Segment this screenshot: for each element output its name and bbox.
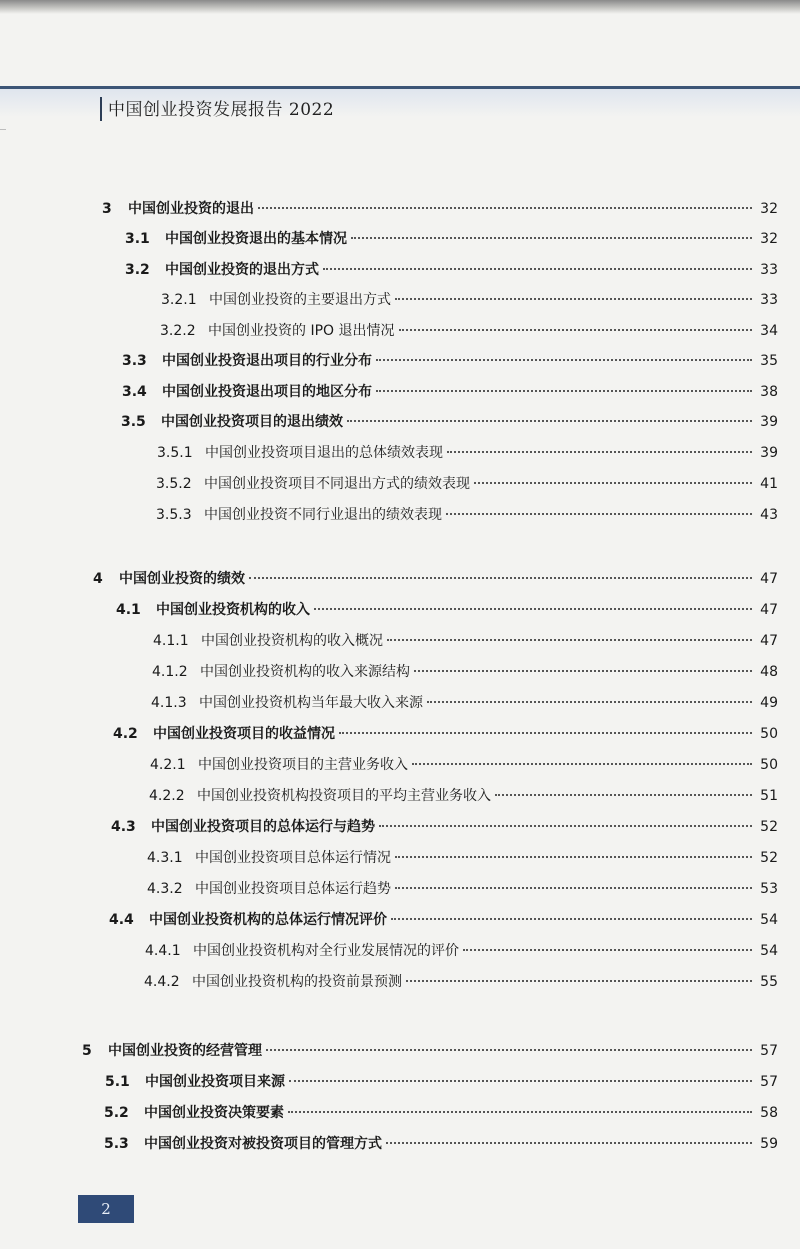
toc-leader-dots [446,513,752,515]
toc-entry-number: 4.1 [116,602,141,618]
toc-entry[interactable] [151,692,778,712]
toc-entry[interactable] [104,1133,778,1153]
toc-entry-title: 中国创业投资的退出 [128,201,254,217]
toc-entry[interactable] [121,411,778,431]
toc-entry-page: 33 [760,262,778,278]
toc-leader-dots [288,1111,752,1113]
toc-entry-page: 33 [760,292,778,308]
toc-entry-title: 中国创业投资机构对全行业发展情况的评价 [193,943,459,959]
toc-entry-page: 57 [760,1074,778,1090]
toc-entry-title: 中国创业投资不同行业退出的绩效表现 [204,507,442,523]
toc-entry-page: 58 [760,1105,778,1121]
toc-entry[interactable] [156,473,778,493]
toc-entry[interactable] [109,909,778,929]
toc-entry-title: 中国创业投资对被投资项目的管理方式 [144,1136,382,1152]
toc-entry-title: 中国创业投资机构当年最大收入来源 [199,695,423,711]
toc-entry-number: 4.4.1 [145,943,181,959]
toc-leader-dots [406,980,752,982]
toc-entry-title: 中国创业投资项目总体运行趋势 [195,881,391,897]
toc-entry[interactable] [157,442,778,462]
toc-entry-title: 中国创业投资退出的基本情况 [165,231,347,247]
toc-entry-title: 中国创业投资机构的收入 [156,602,310,618]
toc-leader-dots [386,1142,752,1144]
toc-entry-title: 中国创业投资退出项目的地区分布 [162,384,372,400]
toc-entry-page: 47 [760,571,778,587]
toc-entry-number: 4.3 [111,819,136,835]
toc-leader-dots [399,329,753,331]
toc-entry-number: 3.5.2 [156,476,192,492]
toc-leader-dots [339,732,752,734]
toc-entry-number: 3.4 [122,384,147,400]
toc-entry-number: 4.3.1 [147,850,183,866]
toc-entry-page: 43 [760,507,778,523]
toc-entry-page: 52 [760,850,778,866]
toc-entry[interactable] [111,816,778,836]
toc-leader-dots [395,298,752,300]
toc-entry-number: 3.5.1 [157,445,193,461]
toc-entry-number: 5 [82,1043,92,1059]
toc-entry-page: 49 [760,695,778,711]
toc-entry[interactable] [104,1102,778,1122]
toc-leader-dots [376,359,752,361]
toc-entry[interactable] [125,259,778,279]
toc-entry-title: 中国创业投资项目的主营业务收入 [198,757,408,773]
toc-entry-title: 中国创业投资的 IPO 退出情况 [208,323,395,339]
toc-entry-title: 中国创业投资机构的收入来源结构 [200,664,410,680]
toc-entry[interactable] [113,723,778,743]
toc-entry[interactable] [122,381,778,401]
toc-leader-dots [395,856,752,858]
toc-entry-page: 50 [760,726,778,742]
toc-leader-dots [323,268,752,270]
page-number: 2 [101,1200,111,1218]
toc-entry-number: 4.4.2 [144,974,180,990]
toc-entry-page: 55 [760,974,778,990]
toc-leader-dots [447,451,752,453]
toc-entry-title: 中国创业投资机构的投资前景预测 [192,974,402,990]
toc-entry[interactable] [153,630,778,650]
toc-entry-page: 35 [760,353,778,369]
toc-leader-dots [347,420,752,422]
toc-leader-dots [376,390,752,392]
toc-entry-page: 34 [760,323,778,339]
toc-leader-dots [395,887,752,889]
toc-entry[interactable] [125,228,778,248]
toc-entry-title: 中国创业投资机构投资项目的平均主营业务收入 [197,788,491,804]
toc-entry-title: 中国创业投资的退出方式 [165,262,319,278]
toc-entry-page: 57 [760,1043,778,1059]
toc-entry[interactable] [147,847,778,867]
toc-entry-number: 4.1.2 [152,664,188,680]
page-top-shadow [0,0,800,14]
toc-entry[interactable] [149,785,778,805]
toc-leader-dots [379,825,752,827]
toc-entry-number: 4.4 [109,912,134,928]
toc-entry-title: 中国创业投资项目的收益情况 [153,726,335,742]
toc-entry-number: 5.2 [104,1105,129,1121]
toc-leader-dots [495,794,752,796]
toc-entry[interactable] [82,1040,778,1060]
toc-entry-page: 54 [760,943,778,959]
toc-leader-dots [414,670,752,672]
toc-entry[interactable] [116,599,778,619]
toc-entry-number: 4.3.2 [147,881,183,897]
toc-entry[interactable] [160,320,778,340]
toc-entry[interactable] [161,289,778,309]
toc-entry-page: 53 [760,881,778,897]
toc-entry-number: 4.1.3 [151,695,187,711]
toc-entry-number: 5.1 [105,1074,130,1090]
toc-entry-number: 3 [102,201,112,217]
toc-entry-number: 3.2.1 [161,292,197,308]
toc-entry-number: 3.5 [121,414,146,430]
toc-entry[interactable] [122,350,778,370]
toc-entry-title: 中国创业投资项目不同退出方式的绩效表现 [204,476,470,492]
toc-entry-title: 中国创业投资项目总体运行情况 [195,850,391,866]
toc-entry-number: 3.2 [125,262,150,278]
toc-entry-page: 50 [760,757,778,773]
toc-entry-number: 4 [93,571,103,587]
toc-leader-dots [289,1080,752,1082]
header-accent-line [100,97,102,121]
toc-entry-number: 4.1.1 [153,633,189,649]
toc-entry-page: 41 [760,476,778,492]
toc-leader-dots [387,639,752,641]
toc-leader-dots [474,482,752,484]
toc-leader-dots [351,237,752,239]
toc-entry-title: 中国创业投资项目的退出绩效 [161,414,343,430]
toc-entry-page: 52 [760,819,778,835]
toc-entry-page: 54 [760,912,778,928]
running-header-title: 中国创业投资发展报告 2022 [108,100,335,120]
toc-entry-page: 39 [760,414,778,430]
toc-leader-dots [266,1049,752,1051]
toc-entry[interactable] [105,1071,778,1091]
toc-entry-number: 3.3 [122,353,147,369]
toc-entry-number: 3.1 [125,231,150,247]
toc-entry-page: 51 [760,788,778,804]
toc-entry-page: 32 [760,201,778,217]
toc-entry[interactable] [156,504,778,524]
toc-entry-title: 中国创业投资的经营管理 [108,1043,262,1059]
toc-entry-title: 中国创业投资机构的总体运行情况评价 [149,912,387,928]
toc-entry-page: 48 [760,664,778,680]
toc-entry-title: 中国创业投资项目的总体运行与趋势 [151,819,375,835]
toc-entry-title: 中国创业投资的主要退出方式 [209,292,391,308]
toc-entry-title: 中国创业投资退出项目的行业分布 [162,353,372,369]
toc-entry-page: 47 [760,633,778,649]
toc-entry-number: 3.5.3 [156,507,192,523]
toc-entry[interactable] [144,971,778,991]
toc-entry-title: 中国创业投资项目退出的总体绩效表现 [205,445,443,461]
toc-entry[interactable] [93,568,778,588]
toc-entry-number: 4.2.2 [149,788,185,804]
toc-entry[interactable] [102,198,778,218]
toc-leader-dots [258,207,752,209]
toc-entry-title: 中国创业投资机构的收入概况 [201,633,383,649]
page-number-badge [78,1195,134,1223]
toc-leader-dots [249,577,752,579]
toc-entry-page: 59 [760,1136,778,1152]
toc-entry-number: 3.2.2 [160,323,196,339]
toc-entry-page: 32 [760,231,778,247]
toc-entry[interactable] [145,940,778,960]
toc-entry-page: 38 [760,384,778,400]
toc-entry-page: 47 [760,602,778,618]
toc-entry-number: 5.3 [104,1136,129,1152]
toc-entry[interactable] [150,754,778,774]
toc-leader-dots [463,949,752,951]
toc-entry-number: 4.2.1 [150,757,186,773]
toc-leader-dots [427,701,752,703]
toc-entry-number: 4.2 [113,726,138,742]
toc-entry-title: 中国创业投资项目来源 [145,1074,285,1090]
toc-entry[interactable] [152,661,778,681]
toc-leader-dots [314,608,752,610]
toc-leader-dots [412,763,752,765]
toc-leader-dots [391,918,752,920]
toc-entry[interactable] [147,878,778,898]
toc-entry-page: 39 [760,445,778,461]
toc-entry-title: 中国创业投资的绩效 [119,571,245,587]
toc-entry-title: 中国创业投资决策要素 [144,1105,284,1121]
